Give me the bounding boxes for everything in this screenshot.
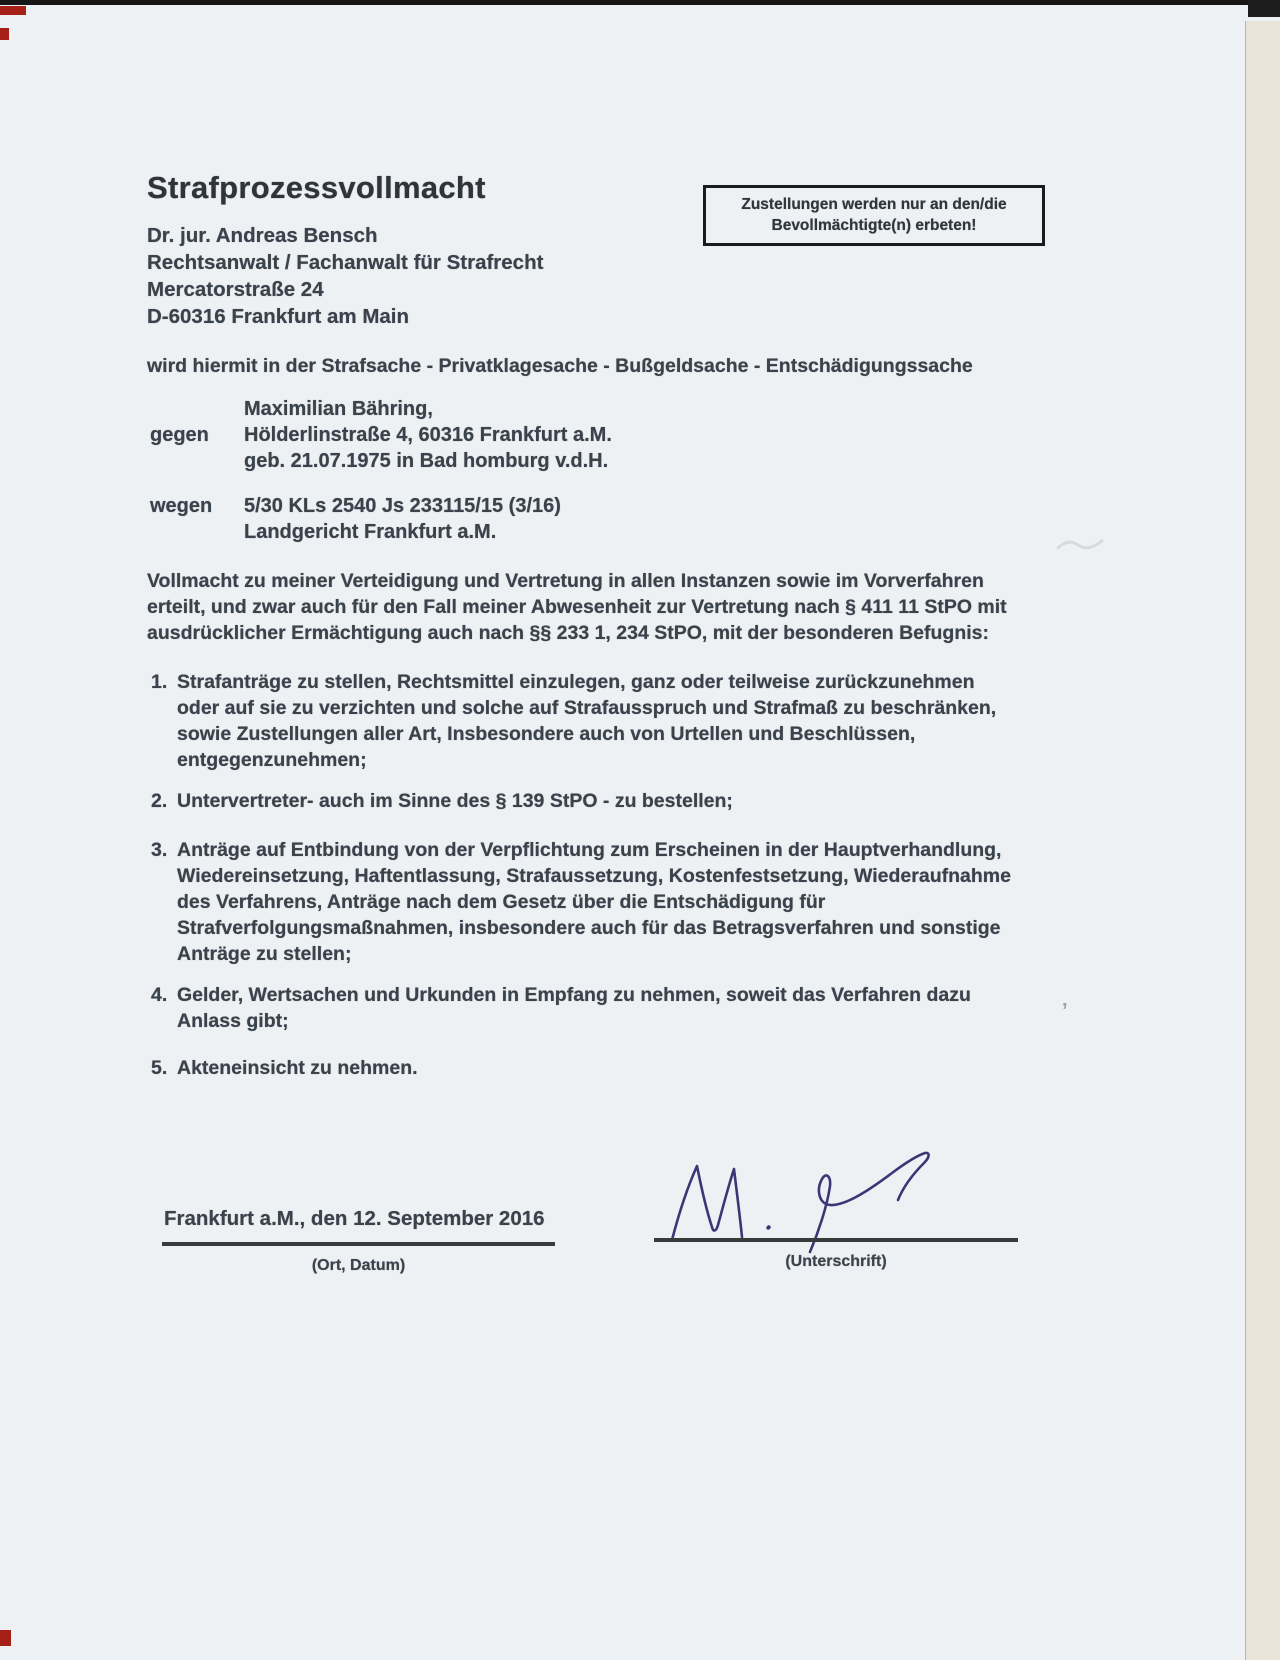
defendant-birth: geb. 21.07.1975 in Bad homburg v.d.H. xyxy=(244,450,609,472)
scan-red-artifact-top xyxy=(0,6,26,15)
power-5-number: 5. xyxy=(151,1057,168,1079)
scan-top-edge-line xyxy=(0,0,1280,5)
scan-red-artifact-bottom xyxy=(0,1630,11,1646)
notice-line-1: Zustellungen werden nur an den/die xyxy=(741,196,1007,213)
grant-paragraph-line-2: erteilt, und zwar auch für den Fall meiner Abwesenheit zur Vertretung nach § 411 11 StPO mit xyxy=(147,596,1007,618)
attorney-street: Mercatorstraße 24 xyxy=(147,278,324,301)
power-1-line-3: sowie Zustellungen aller Art, Insbesondere auch von Urtellen und Beschlüssen, xyxy=(177,723,916,745)
signature-rule xyxy=(654,1238,1018,1242)
power-1-line-2: oder auf sie zu verzichten und solche auf Strafausspruch und Strafmaß zu beschränken, xyxy=(177,697,997,719)
defendant-name: Maximilian Bähring, xyxy=(244,398,433,420)
power-3-line-3: des Verfahrens, Anträge nach dem Gesetz über die Entschädigung für xyxy=(177,891,826,913)
place-date-label: (Ort, Datum) xyxy=(311,1257,406,1274)
scan-smudge-artifact xyxy=(1056,534,1104,554)
notice-line-2: Bevollmächtigte(n) erbeten! xyxy=(771,217,977,234)
power-3-line-5: Anträge zu stellen; xyxy=(177,943,352,965)
scan-tick-artifact: ’ xyxy=(1062,1000,1068,1022)
attorney-role: Rechtsanwalt / Fachanwalt für Strafrecht xyxy=(147,251,544,274)
signature-label: (Unterschrift) xyxy=(785,1253,887,1270)
power-5-line-1: Akteneinsicht zu nehmen. xyxy=(177,1057,418,1079)
scan-top-right-edge xyxy=(1248,0,1280,17)
attorney-city: D-60316 Frankfurt am Main xyxy=(147,305,410,328)
gegen-label: gegen xyxy=(150,424,209,446)
power-2-number: 2. xyxy=(151,790,168,812)
scan-background-strip xyxy=(1245,21,1280,1660)
document-title: Strafprozessvollmacht xyxy=(147,170,486,205)
place-date-text: Frankfurt a.M., den 12. September 2016 xyxy=(164,1207,545,1230)
signature-handwriting xyxy=(664,1146,940,1260)
court-name: Landgericht Frankfurt a.M. xyxy=(244,521,497,543)
power-3-line-4: Strafverfolgungsmaßnahmen, insbesondere auch für das Betragsverfahren und sonstige xyxy=(177,917,1001,939)
power-4-line-2: Anlass gibt; xyxy=(177,1010,289,1032)
attorney-name: Dr. jur. Andreas Bensch xyxy=(147,224,378,247)
power-2-line-1: Untervertreter- auch im Sinne des § 139 StPO - zu bestellen; xyxy=(177,790,733,812)
power-1-number: 1. xyxy=(151,671,168,693)
power-4-line-1: Gelder, Wertsachen und Urkunden in Empfang zu nehmen, soweit das Verfahren dazu xyxy=(177,984,971,1006)
defendant-address: Hölderlinstraße 4, 60316 Frankfurt a.M. xyxy=(244,424,612,446)
power-3-number: 3. xyxy=(151,839,168,861)
power-3-line-1: Anträge auf Entbindung von der Verpflichtung zum Erscheinen in der Hauptverhandlung, xyxy=(177,839,1002,861)
scan-red-artifact-left xyxy=(0,28,9,40)
grant-paragraph-line-3: ausdrücklicher Ermächtigung auch nach §§ 233 1, 234 StPO, mit der besonderen Befugnis: xyxy=(147,622,990,644)
wegen-label: wegen xyxy=(150,495,213,517)
power-1-line-4: entgegenzunehmen; xyxy=(177,749,367,771)
case-number: 5/30 KLs 2540 Js 233115/15 (3/16) xyxy=(244,495,561,517)
service-notice-box xyxy=(703,185,1045,246)
power-3-line-2: Wiedereinsetzung, Haftentlassung, Strafaussetzung, Kostenfestsetzung, Wiederaufnahme xyxy=(177,865,1011,887)
power-1-line-1: Strafanträge zu stellen, Rechtsmittel einzulegen, ganz oder teilweise zurückzunehmen xyxy=(177,671,975,693)
grant-paragraph-line-1: Vollmacht zu meiner Verteidigung und Vertretung in allen Instanzen sowie im Vorverfahren xyxy=(147,570,984,592)
place-date-rule xyxy=(162,1242,555,1246)
intro-line: wird hiermit in der Strafsache - Privatklagesache - Bußgeldsache - Entschädigungssache xyxy=(147,355,973,377)
power-4-number: 4. xyxy=(151,984,168,1006)
